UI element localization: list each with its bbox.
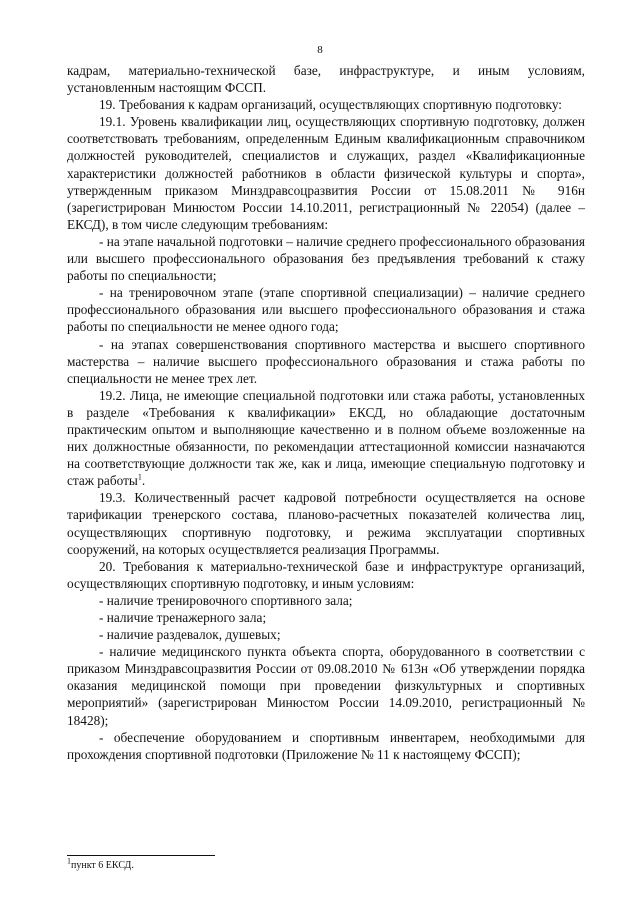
paragraph-section-20: 20. Требования к материально-технической базе и инфраструктуре организаций, осуществляющих спортивную подготовку, и иным условиям: — [67, 558, 585, 591]
paragraph-req-training-stage: - на тренировочном этапе (этапе спортивной специализации) – наличие среднего профессионального образования или высшего профессионального образования и стажа работы по специальности не менее одного года; — [67, 285, 585, 335]
paragraph-intro-continuation: кадрам, материально-технической базе, инфраструктуре, и иным условиям, установленным настоящим ФССП. — [67, 63, 585, 96]
paragraph-req-initial-stage: - на этапе начальной подготовки – наличие среднего профессионального образования или высшего профессионального образования без предъявления требований к стажу работы по специальности; — [67, 233, 585, 284]
footnote-reference: 1 — [137, 472, 142, 482]
body-text — [67, 62, 585, 763]
paragraph-section-19: 19. Требования к кадрам организаций, осуществляющих спортивную подготовку: — [99, 97, 563, 113]
paragraph-section-19-1: 19.1. Уровень квалификации лиц, осуществляющих спортивную подготовку, должен соответствовать требованиям, определенным Единым квалификационным справочником должностей руководителей, специалистов и служащих, раздел «Квалификационные характеристики должностей работников в области физической культуры и спорта», утвержденным приказом Минздравсоцразвития России от 15.08.2011 № 916н (зарегистрирован Минюстом России 14.10.2011, регистрационный № 22054) (далее – ЕКСД), в том числе следующим требованиям: — [67, 114, 585, 232]
paragraph-section-19-2 — [67, 387, 585, 490]
paragraph-section-19-2-tail: . — [141, 473, 146, 489]
paragraph-section-19-3: 19.3. Количественный расчет кадровой потребности осуществляется на основе тарификации тренерского состава, планово-расчетных показателей количества лиц, осуществляющих спортивную подготовку, и режима эксплуатации спортивных сооружений, на которых осуществляется реализация Программы. — [67, 490, 585, 557]
list-item-fitness-hall: - наличие тренажерного зала; — [99, 610, 267, 625]
footnote-divider — [67, 855, 215, 856]
list-item-equipment: - обеспечение оборудованием и спортивным инвентарем, необходимыми для прохождения спортивной подготовки (Приложение № 11 к настоящему ФССП); — [67, 729, 585, 762]
list-item-locker-rooms: - наличие раздевалок, душевых; — [99, 627, 281, 643]
footnote — [67, 856, 134, 872]
page-number: 8 — [317, 44, 323, 56]
paragraph-section-19-2-text: 19.2. Лица, не имеющие специальной подготовки или стажа работы, установленных в разделе «Требования к квалификации» ЕКСД, но обладающие достаточным практическим опытом и выполняющие качественно и в полном объеме возложенные на них должностные обязанности, по рекомендации аттестационной комиссии назначаются на соответствующие должности так же, как и лица, имеющие специальную подготовку и стаж работы — [67, 387, 585, 489]
footnote-mark: 1 — [67, 856, 71, 866]
list-item-medical: - наличие медицинского пункта объекта спорта, оборудованного в соответствии с приказом Минздравсоцразвития России от 09.08.2010 № 613н «Об утверждении порядка оказания медицинской помощи при проведении физкультурных и спортивных мероприятий» (зарегистрирован Минюстом России 14.09.2010, регистрационный № 18428); — [67, 644, 585, 728]
list-item-gym: - наличие тренировочного спортивного зала; — [99, 592, 353, 608]
paragraph-req-mastery-stage: - на этапах совершенствования спортивного мастерства и высшего спортивного мастерства – наличие высшего профессионального образования и стажа работы по специальности не менее трех лет. — [67, 336, 585, 386]
footnote-text: пункт 6 ЕКСД. — [71, 860, 134, 871]
